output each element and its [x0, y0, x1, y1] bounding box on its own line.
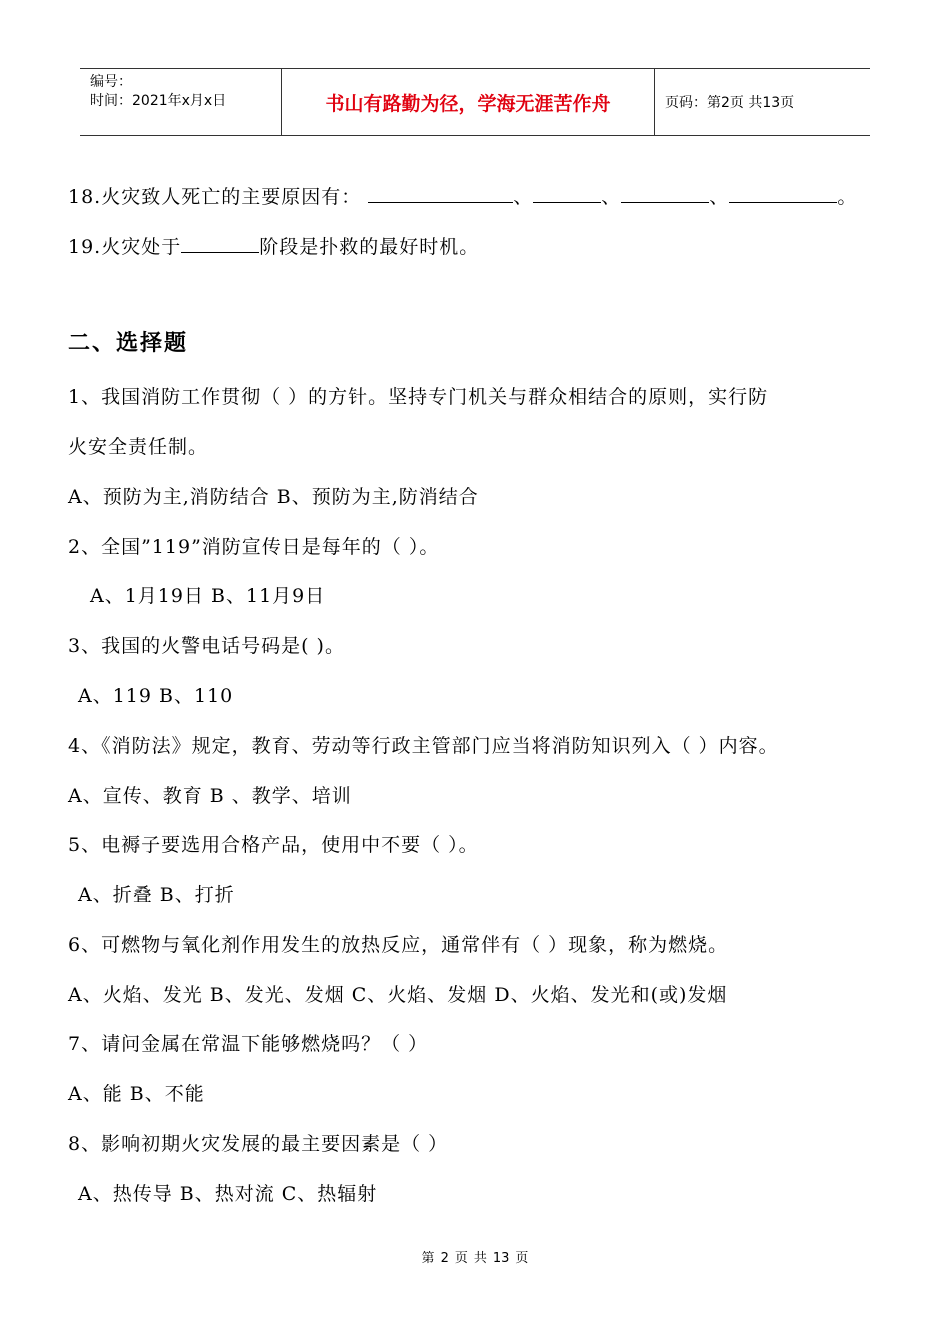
header-motto: 书山有路勤为径，学海无涯苦作舟 — [282, 69, 655, 135]
question-line: 2、全国”119”消防宣传日是每年的（ ）。 — [68, 536, 440, 558]
option-line: A、能 B、不能 — [68, 1083, 205, 1105]
footer-mid2: 共 — [473, 1251, 487, 1266]
answer-blank — [621, 184, 709, 203]
footer-total-pages: 13 — [492, 1251, 510, 1266]
header-left-cell — [80, 69, 282, 135]
page-footer — [0, 1247, 950, 1266]
answer-blank — [729, 184, 837, 203]
question-line: 7、请问金属在常温下能够燃烧吗？（ ） — [68, 1033, 429, 1055]
footer-suffix: 页 — [515, 1251, 529, 1266]
header-page-info: 页码：第2页 共13页 — [665, 95, 795, 111]
question-line: 1、我国消防工作贯彻（ ）的方针。坚持专门机关与群众相结合的原则，实行防 — [68, 386, 769, 408]
section-title: 二、选择题 — [68, 331, 189, 356]
question-line: 8、影响初期火灾发展的最主要因素是（ ） — [68, 1133, 449, 1155]
option-line: A、折叠 B、打折 — [78, 884, 235, 906]
question-line: 6、可燃物与氧化剂作用发生的放热反应，通常伴有（ ）现象，称为燃烧。 — [68, 934, 729, 956]
question-19-tail: 阶段是扑救的最好时机。 — [259, 236, 480, 258]
answer-blank — [181, 234, 259, 253]
question-line: 火安全责任制。 — [68, 436, 209, 458]
option-line: A、宣传、教育 B 、教学、培训 — [68, 785, 352, 807]
question-19-text: 19.火灾处于 — [68, 236, 182, 258]
footer-mid1: 页 — [454, 1251, 468, 1266]
option-line: A、热传导 B、热对流 C、热辐射 — [78, 1183, 378, 1205]
separator: 、 — [709, 186, 730, 208]
document-header — [80, 68, 870, 136]
separator: 。 — [837, 186, 858, 208]
question-18-text: 18.火灾致人死亡的主要原因有： — [68, 186, 362, 208]
question-line: 3、我国的火警电话号码是( )。 — [68, 635, 345, 657]
answer-blank — [533, 184, 601, 203]
option-line: A、火焰、发光 B、发光、发烟 C、火焰、发烟 D、火焰、发光和(或)发烟 — [68, 984, 728, 1006]
document-date: 时间：2021年x月x日 — [90, 93, 227, 109]
question-line: 4、《消防法》规定，教育、劳动等行政主管部门应当将消防知识列入（ ）内容。 — [68, 735, 779, 757]
separator: 、 — [513, 186, 534, 208]
question-19 — [68, 232, 479, 259]
footer-prefix: 第 — [421, 1251, 435, 1266]
question-line: 5、电褥子要选用合格产品，使用中不要（ ）。 — [68, 834, 479, 856]
document-number-label: 编号： — [90, 74, 132, 90]
footer-page-number: 2 — [440, 1251, 449, 1266]
answer-blank — [368, 184, 513, 203]
question-18 — [68, 182, 857, 209]
option-line: A、预防为主,消防结合 B、预防为主,防消结合 — [68, 486, 479, 508]
option-line: A、1月19日 B、11月9日 — [90, 585, 326, 607]
option-line: A、119 B、110 — [78, 685, 234, 707]
separator: 、 — [601, 186, 622, 208]
